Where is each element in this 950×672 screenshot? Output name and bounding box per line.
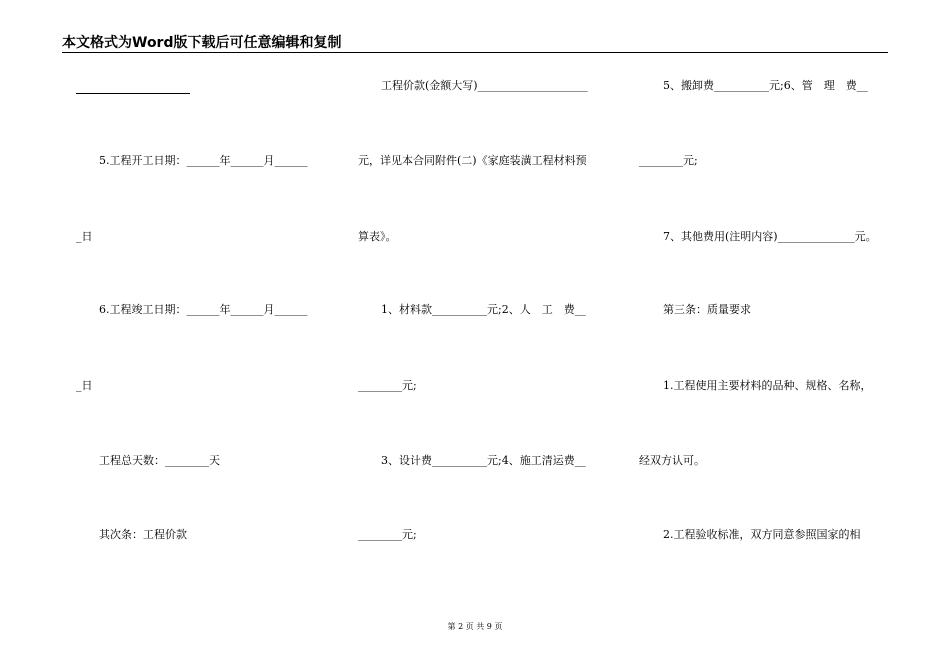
page-number: 第 2 页 共 9 页 — [447, 622, 503, 631]
text-line: 第三条：质量要求 — [663, 303, 751, 316]
text-line: 7、其他费用(注明内容)______________元。 — [663, 230, 877, 243]
text-line: 3、设计费__________元;4、施工清运费__ — [381, 454, 586, 467]
text-line: 5、搬卸费__________元;6、管 理 费__ — [663, 79, 868, 92]
text-line: 1.工程使用主要材料的品种、规格、名称， — [663, 379, 872, 392]
text-line: 5.工程开工日期：______年______月______ — [99, 154, 308, 167]
text-line: 元，详见本合同附件(二)《家庭装潢工程材料预 — [358, 154, 587, 167]
text-line: 算表》。 — [358, 230, 397, 243]
text-line — [76, 82, 190, 98]
header-title: 本文格式为Word版下载后可任意编辑和复制 — [62, 35, 342, 51]
text-line: 工程总天数：________天 — [99, 454, 220, 467]
text-line: ________元; — [639, 154, 698, 167]
text-line: ________元; — [358, 528, 417, 541]
text-line: 经双方认可。 — [639, 454, 705, 467]
text-line: 1、材料款__________元;2、人 工 费__ — [381, 303, 586, 316]
text-line: 工程价款(金额大写)____________________ — [381, 79, 588, 92]
text-line: 2.工程验收标准，双方同意参照国家的相 — [663, 528, 861, 541]
blank-underline — [76, 82, 190, 94]
column-middle — [347, 0, 612, 672]
text-line: _日 — [76, 379, 93, 392]
column-right — [632, 0, 894, 672]
text-line: ________元; — [358, 379, 417, 392]
text-line: 6.工程竣工日期：______年______月______ — [99, 303, 308, 316]
text-line: _日 — [76, 230, 93, 243]
text-line: 其次条：工程价款 — [99, 528, 187, 541]
column-left — [62, 0, 332, 672]
